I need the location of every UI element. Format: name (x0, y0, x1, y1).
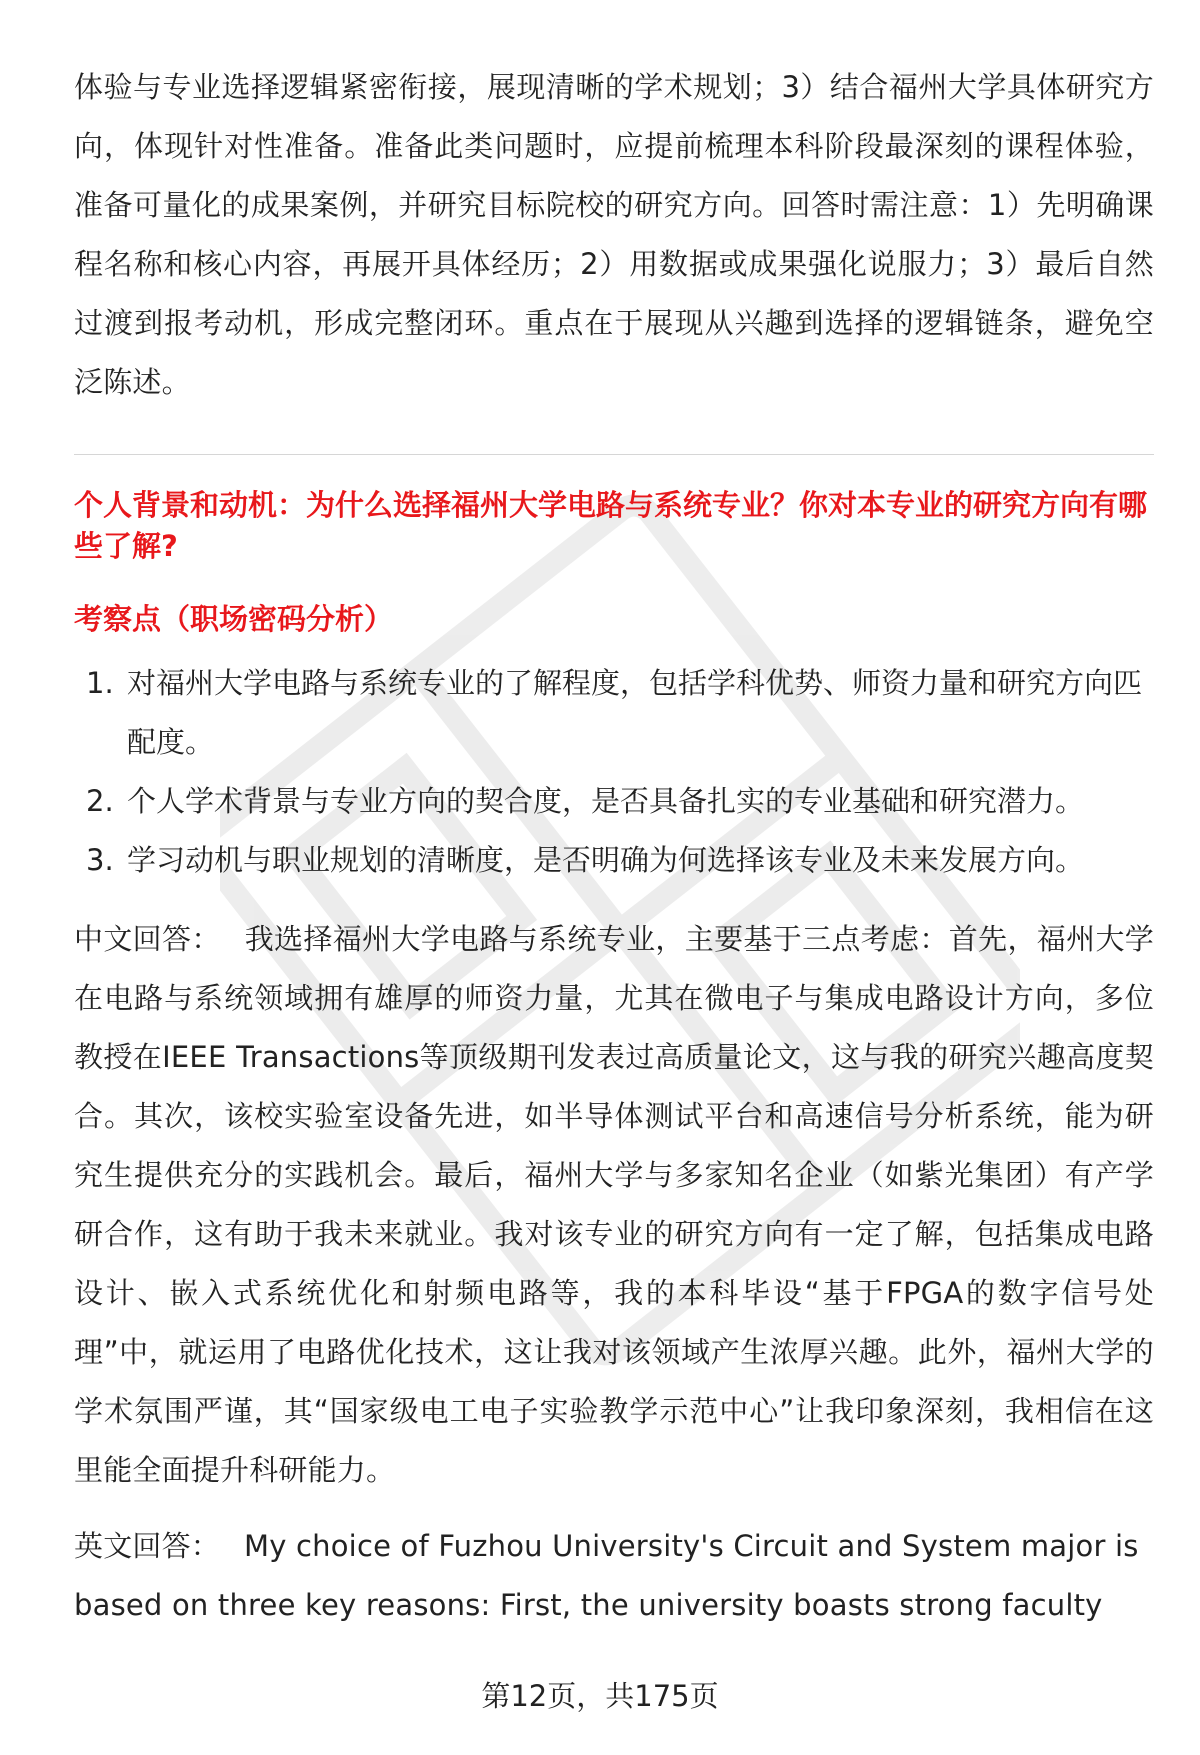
list-item-text: 个人学术背景与专业方向的契合度，是否具备扎实的专业基础和研究潜力。 (127, 784, 1085, 818)
question-heading: 个人背景和动机：为什么选择福州大学电路与系统专业？你对本专业的研究方向有哪些了解? (74, 488, 1148, 563)
english-answer-label: 英文回答： (74, 1529, 221, 1563)
chinese-answer-label: 中文回答： (74, 922, 221, 956)
list-item-text: 学习动机与职业规划的清晰度，是否明确为何选择该专业及未来发展方向。 (127, 843, 1085, 877)
english-answer (74, 1517, 1154, 1635)
list-item-number: 1. (86, 666, 114, 700)
list-item (74, 772, 1154, 831)
list-item-number: 2. (86, 784, 114, 818)
list-item (74, 654, 1154, 772)
english-answer-text: My choice of Fuzhou University's Circuit and System major is based on three key reasons: First, the university boasts strong faculty (74, 1529, 1139, 1622)
list-item-number: 3. (86, 843, 114, 877)
focus-heading: 考察点（职场密码分析） (74, 602, 394, 636)
focus-points-list (74, 654, 1154, 890)
intro-paragraph: 体验与专业选择逻辑紧密衔接，展现清晰的学术规划；3）结合福州大学具体研究方向，体现针对性准备。准备此类问题时，应提前梳理本科阶段最深刻的课程体验，准备可量化的成果案例，并研究目标院校的研究方向。回答时需注意：1）先明确课程名称和核心内容，再展开具体经历；2）用数据或成果强化说服力；3）最后自然过渡到报考动机，形成完整闭环。重点在于展现从兴趣到选择的逻辑链条，避免空泛陈述。 (74, 70, 1154, 399)
chinese-answer (74, 910, 1154, 1500)
page-content (74, 58, 1154, 1652)
section-divider (74, 454, 1154, 455)
chinese-answer-text: 我选择福州大学电路与系统专业，主要基于三点考虑：首先，福州大学在电路与系统领域拥有雄厚的师资力量，尤其在微电子与集成电路设计方向，多位教授在IEEE Transactions等顶级期刊发表过高质量论文，这与我的研究兴趣高度契合。其次，该校实验室设备先进，如半导体测试平台和高速信号分析系统，能为研究生提供充分的实践机会。最后，福州大学与多家知名企业（如紫光集团）有产学研合作，这有助于我未来就业。我对该专业的研究方向有一定了解，包括集成电路设计、嵌入式系统优化和射频电路等，我的本科毕设“基于FPGA的数字信号处理”中，就运用了电路优化技术，这让我对该领域产生浓厚兴趣。此外，福州大学的学术氛围严谨，其“国家级电工电子实验教学示范中心”让我印象深刻，我相信在这里能全面提升科研能力。 (74, 922, 1154, 1487)
page-footer: 第12页，共175页 (481, 1679, 719, 1713)
list-item (74, 831, 1154, 890)
list-item-text: 对福州大学电路与系统专业的了解程度，包括学科优势、师资力量和研究方向匹配度。 (127, 666, 1143, 759)
